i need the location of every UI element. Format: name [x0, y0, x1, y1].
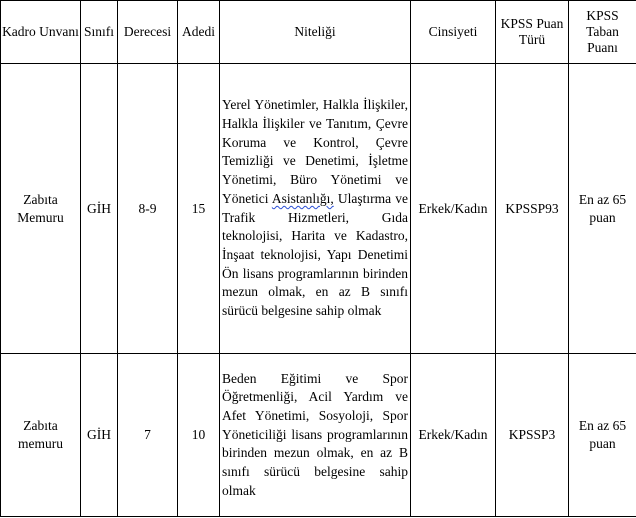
cell-cinsiyeti: Erkek/Kadın — [411, 354, 496, 517]
niteligi-text-part: Ulaştırma ve Trafik Hizmetleri, Gıda teknolojisi, Harita ve Kadastro, İnşaat teknolojisi, Yapı Denetimi Ön lisans programlarının birinden mezun olmak, en az B sınıfı sürücü belgesine sahip olmak — [222, 190, 408, 319]
cell-kadro-unvani: Zabıta Memuru — [1, 64, 81, 354]
cell-sinifi: GİH — [81, 64, 118, 354]
header-sinifi: Sınıfı — [81, 1, 118, 64]
header-row — [1, 1, 636, 64]
header-kpss-puan-turu: KPSS Puan Türü — [496, 1, 569, 64]
cell-kpss-puan-turu: KPSSP93 — [496, 64, 569, 354]
niteligi-text: Beden Eğitimi ve Spor Öğretmenliği, Acil Yardım ve Afet Yönetimi, Sosyoloji, Spor Yöneticiliği lisans programlarının birinden mezun olmak, en az B sınıfı sürücü belgesine sahip olmak — [222, 370, 408, 498]
cell-cinsiyeti: Erkek/Kadın — [411, 64, 496, 354]
cell-derecesi: 7 — [118, 354, 178, 517]
header-adedi: Adedi — [178, 1, 220, 64]
table-row — [1, 64, 636, 354]
cell-niteligi — [220, 354, 411, 517]
cell-niteligi — [220, 64, 411, 354]
niteligi-text — [222, 96, 408, 320]
cell-sinifi: GİH — [81, 354, 118, 517]
spellcheck-flagged-word: Asistanlığı, — [271, 190, 334, 206]
cell-derecesi: 8-9 — [118, 64, 178, 354]
header-kpss-taban-puani: KPSS Taban Puanı — [569, 1, 636, 64]
niteligi-text-part: Yerel Yönetimler, Halkla İlişkiler, Halkla İlişkiler ve Tanıtım, Çevre Koruma ve Kontrol, Çevre Temizliği ve Denetimi, İşletme Yönetimi, Büro Yönetimi ve Yönetici — [222, 97, 408, 206]
header-derecesi: Derecesi — [118, 1, 178, 64]
cell-adedi: 10 — [178, 354, 220, 517]
cell-kpss-taban-puani: En az 65 puan — [569, 354, 636, 517]
cell-adedi: 15 — [178, 64, 220, 354]
header-kadro-unvani: Kadro Unvanı — [1, 1, 81, 64]
table-row — [1, 354, 636, 517]
cell-kpss-taban-puani: En az 65 puan — [569, 64, 636, 354]
header-niteligi: Niteliği — [220, 1, 411, 64]
header-cinsiyeti: Cinsiyeti — [411, 1, 496, 64]
cell-kpss-puan-turu: KPSSP3 — [496, 354, 569, 517]
cell-kadro-unvani: Zabıta memuru — [1, 354, 81, 517]
